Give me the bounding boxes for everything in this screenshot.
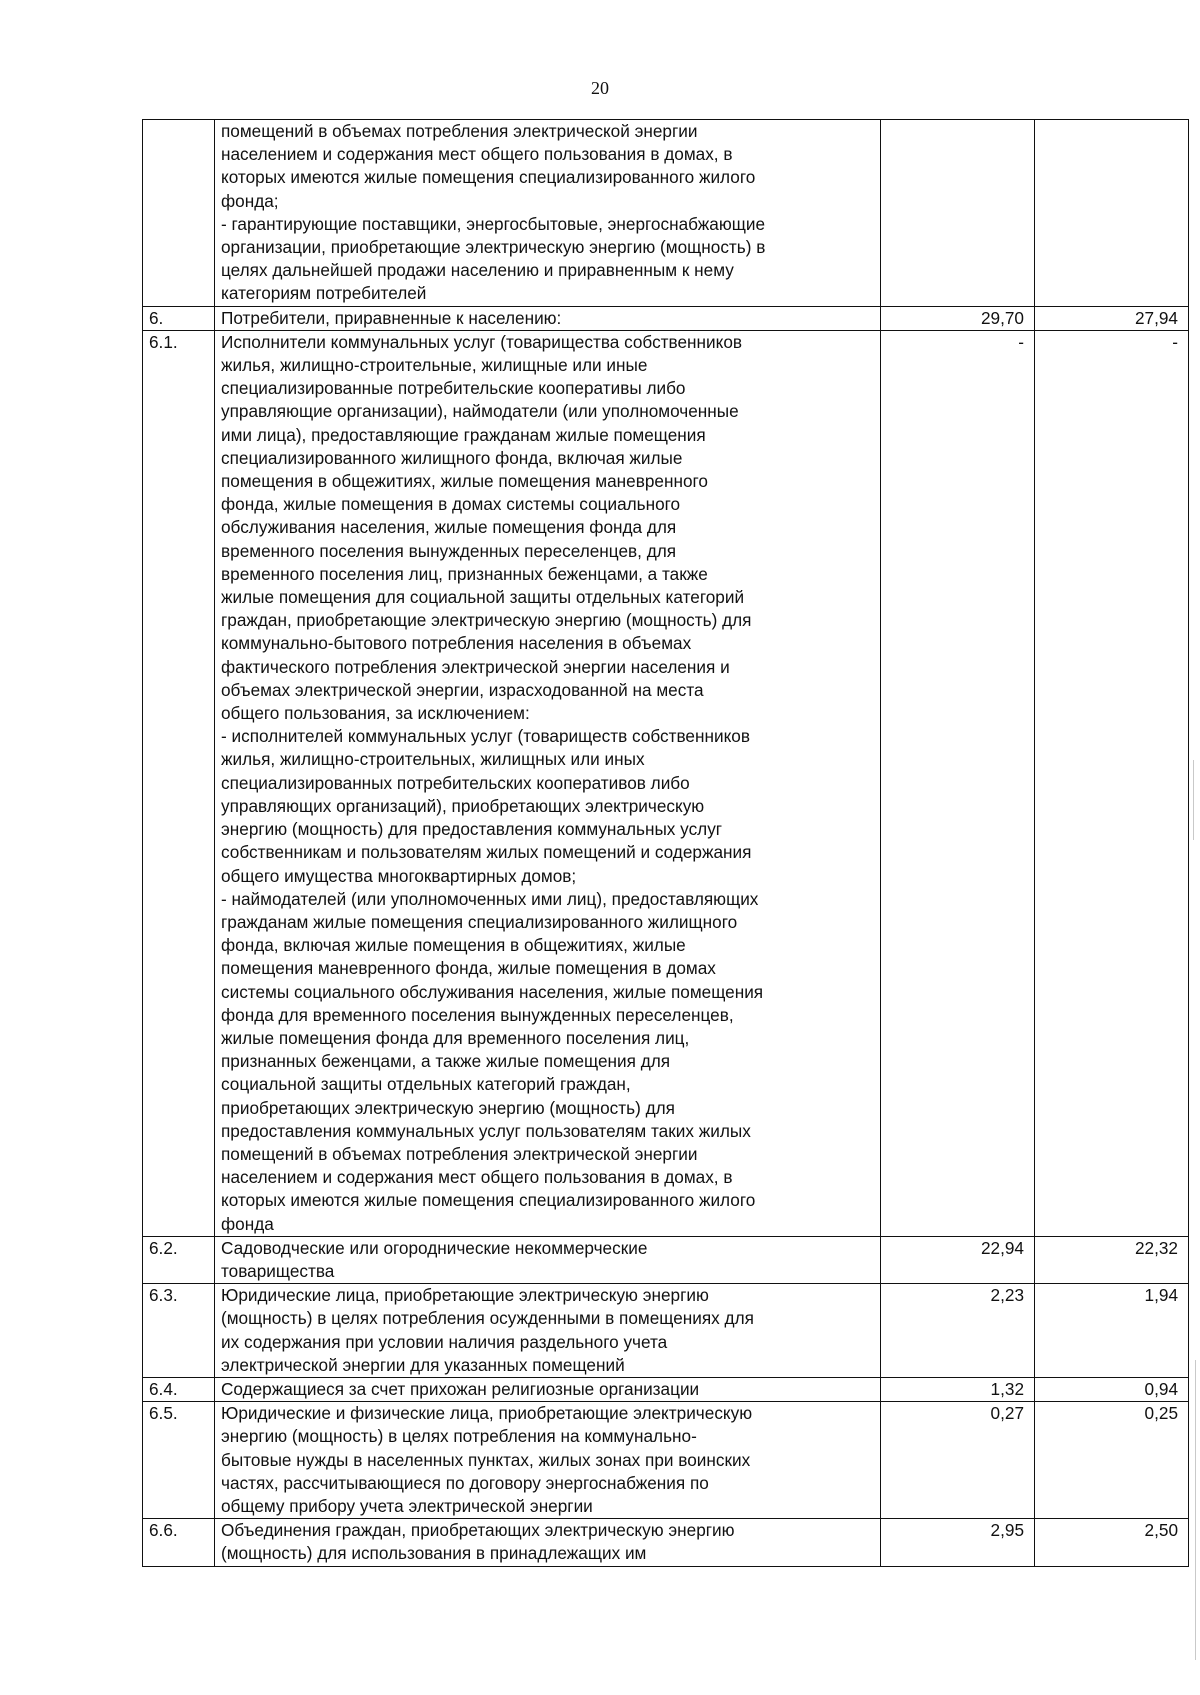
table-row — [143, 1284, 1189, 1378]
row-description-cell: Юридические и физические лица, приобретающие электрическую энергию (мощность) в целях потребления на коммунально- бытовые нужды в населенных пунктах, жилых зонах при воинских частях, рассчитывающиеся по договору энергоснабжения по общему прибору учета электрической энергии — [215, 1402, 881, 1519]
rate-value-cell-1: 0,27 — [881, 1402, 1035, 1519]
rate-value-cell-1: 1,32 — [881, 1377, 1035, 1401]
rate-value-cell-2: 1,94 — [1035, 1284, 1189, 1378]
row-description-cell: Объединения граждан, приобретающих электрическую энергию (мощность) для использования в принадлежащих им — [215, 1519, 881, 1566]
row-description-cell: Исполнители коммунальных услуг (товарищества собственников жилья, жилищно-строительные, жилищные или иные специализированные потребительские кооперативы либо управляющие организации), наймодатели (или уполномоченные ими лица), предоставляющие гражданам жилые помещения специализированного жилищного фонда, включая жилые помещения в общежитиях, жилые помещения маневренного фонда, жилые помещения в домах системы социального обслуживания населения, жилые помещения фонда для временного поселения вынужденных переселенцев, для временного поселения лиц, признанных беженцами, а также жилые помещения для социальной защиты отдельных категорий граждан, приобретающие электрическую энергию (мощность) для коммунально-бытового потребления населения в объемах фактического потребления электрической энергии населения и объемах электрической энергии, израсходованной на места общего пользования, за исключением: - исполнителей коммунальных услуг (товариществ собственников жилья, жилищно-строительных, жилищных или иных специализированных потребительских кооперативов либо управляющих организаций), приобретающих электрическую энергию (мощность) для предоставления коммунальных услуг собственникам и пользователям жилых помещений и содержания общего имущества многоквартирных домов; - наймодателей (или уполномоченных ими лиц), предоставляющих гражданам жилые помещения специализированного жилищного фонда, включая жилые помещения в общежитиях, жилые помещения маневренного фонда, жилые помещения в домах системы социального обслуживания населения, жилые помещения фонда для временного поселения вынужденных переселенцев, жилые помещения фонда для временного поселения лиц, признанных беженцами, а также жилые помещения для социальной защиты отдельных категорий граждан, приобретающих электрическую энергию (мощность) для предоставления коммунальных услуг пользователям таких жилых помещений в объемах потребления электрической энергии населением и содержания мест общего пользования в домах, в которых имеются жилые помещения специализированного жилого фонда — [215, 330, 881, 1236]
page-number: 20 — [591, 78, 609, 98]
table-row — [143, 1377, 1189, 1401]
row-description-cell: Юридические лица, приобретающие электрическую энергию (мощность) в целях потребления осужденными в помещениях для их содержания при условии наличия раздельного учета электрической энергии для указанных помещений — [215, 1284, 881, 1378]
rate-value-cell-2: 27,94 — [1035, 306, 1189, 330]
scan-artifact-line — [1193, 760, 1194, 840]
row-number-cell: 6.1. — [143, 330, 215, 1236]
rate-value-cell-1: 2,23 — [881, 1284, 1035, 1378]
rate-value-cell-2: 0,25 — [1035, 1402, 1189, 1519]
rate-value-cell-1: 22,94 — [881, 1236, 1035, 1283]
row-description-cell: Содержащиеся за счет прихожан религиозные организации — [215, 1377, 881, 1401]
row-number-cell — [143, 120, 215, 307]
row-description-cell: помещений в объемах потребления электрической энергии населением и содержания мест общего пользования в домах, в которых имеются жилые помещения специализированного жилого фонда; - гарантирующие поставщики, энергосбытовые, энергоснабжающие организации, приобретающие электрическую энергию (мощность) в целях дальнейшей продажи населению и приравненным к нему категориям потребителей — [215, 120, 881, 307]
rate-value-cell-1 — [881, 120, 1035, 307]
table-row — [143, 330, 1189, 1236]
row-description-cell: Садоводческие или огороднические некоммерческие товарищества — [215, 1236, 881, 1283]
row-number-cell: 6.2. — [143, 1236, 215, 1283]
rate-value-cell-2: - — [1035, 330, 1189, 1236]
scan-artifact-line — [1195, 1360, 1196, 1660]
rate-value-cell-1: 29,70 — [881, 306, 1035, 330]
rate-value-cell-2: 2,50 — [1035, 1519, 1189, 1566]
row-number-cell: 6.5. — [143, 1402, 215, 1519]
row-number-cell: 6.3. — [143, 1284, 215, 1378]
table-row — [143, 1519, 1189, 1566]
rate-value-cell-1: 2,95 — [881, 1519, 1035, 1566]
tariff-table-body — [143, 120, 1189, 1567]
row-number-cell: 6. — [143, 306, 215, 330]
table-row — [143, 120, 1189, 307]
row-number-cell: 6.4. — [143, 1377, 215, 1401]
rate-value-cell-1: - — [881, 330, 1035, 1236]
tariff-table — [142, 119, 1189, 1567]
rate-value-cell-2 — [1035, 120, 1189, 307]
rate-value-cell-2: 0,94 — [1035, 1377, 1189, 1401]
row-number-cell: 6.6. — [143, 1519, 215, 1566]
table-row — [143, 1236, 1189, 1283]
table-row — [143, 306, 1189, 330]
table-row — [143, 1402, 1189, 1519]
row-description-cell: Потребители, приравненные к населению: — [215, 306, 881, 330]
rate-value-cell-2: 22,32 — [1035, 1236, 1189, 1283]
